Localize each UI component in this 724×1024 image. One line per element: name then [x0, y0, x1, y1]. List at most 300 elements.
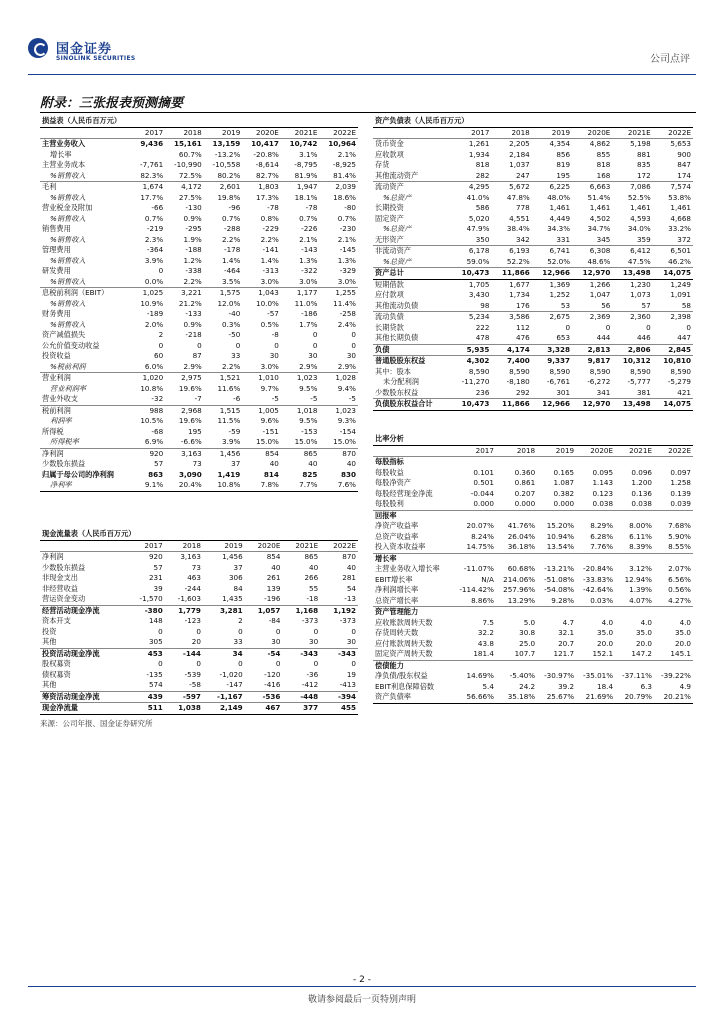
row-value: 377 — [282, 703, 320, 715]
row-value: 8.86% — [471, 595, 494, 605]
row-value: 53 — [560, 300, 571, 310]
table-row — [40, 584, 358, 595]
table-row — [373, 388, 693, 399]
row-value: 1,043 — [242, 288, 281, 299]
table-row — [373, 193, 693, 204]
row-value: -1,570 — [139, 594, 163, 603]
row-value — [537, 553, 576, 564]
row-value: 7.7% — [281, 480, 320, 491]
row-value: 0.096 — [631, 467, 652, 477]
row-value: 1,521 — [204, 373, 243, 384]
row-value: -226 — [301, 224, 318, 233]
year-header: 2017 — [452, 445, 496, 457]
table-row — [40, 459, 358, 470]
row-value: 2.9% — [183, 361, 202, 371]
row-value: 34.7% — [587, 224, 611, 233]
row-value — [654, 660, 693, 671]
row-value: 0.3% — [222, 319, 241, 329]
row-value: 4,449 — [549, 213, 571, 223]
row-value: 1.39% — [629, 585, 652, 594]
row-label: %税前利润 — [50, 361, 86, 371]
row-value: -145 — [339, 245, 356, 254]
row-value: 6,193 — [491, 246, 531, 257]
table-row — [40, 448, 358, 459]
row-value: 1.4% — [260, 255, 279, 265]
row-label: 营业税金及附加 — [42, 203, 93, 212]
row-value: 1,369 — [549, 279, 571, 289]
row-value: 17.7% — [140, 192, 164, 202]
table-row — [373, 649, 693, 660]
year-header: 2019 — [532, 127, 572, 139]
row-value: -8 — [271, 330, 279, 339]
row-value: 3.0% — [337, 276, 356, 286]
row-value: 15.20% — [546, 521, 575, 530]
row-value — [132, 150, 165, 161]
table-row — [40, 691, 358, 703]
row-value: -1,020 — [219, 669, 243, 679]
row-label: 投资活动现金净流 — [40, 648, 127, 659]
row-value — [452, 607, 496, 618]
row-value: -288 — [223, 224, 241, 233]
row-value: 19.8% — [217, 192, 241, 202]
row-value: 0 — [312, 340, 318, 350]
row-value: 148 — [148, 616, 163, 625]
row-value: 34.0% — [627, 224, 651, 233]
row-value: 4.9 — [679, 681, 691, 691]
row-value: -123 — [184, 616, 201, 625]
table-row — [373, 139, 693, 150]
row-value: 1.3% — [299, 255, 318, 265]
row-value: 60 — [154, 351, 164, 360]
row-value: 870 — [320, 552, 358, 563]
row-value: -230 — [339, 224, 356, 233]
row-value: 2,149 — [203, 703, 245, 715]
row-value: 1.3% — [337, 255, 356, 265]
title-divider — [40, 112, 696, 113]
row-value: 30 — [271, 637, 281, 646]
row-value: -6 — [233, 394, 241, 403]
row-value: -50 — [228, 330, 241, 339]
table-row — [40, 277, 358, 288]
row-value: 5.90% — [668, 531, 691, 541]
row-value: -8,795 — [294, 160, 318, 169]
row-value: 98 — [480, 300, 490, 310]
row-value: 9.6% — [260, 416, 279, 425]
row-value: 1,057 — [245, 605, 283, 616]
row-value: -7 — [194, 394, 202, 403]
row-value: 20 — [191, 637, 201, 646]
row-value: 818 — [475, 160, 490, 169]
row-value: -380 — [127, 605, 165, 616]
row-value: 3,163 — [165, 552, 203, 563]
row-label: 利润率 — [50, 416, 72, 425]
row-value: -343 — [320, 648, 358, 659]
row-value: 56 — [601, 300, 611, 310]
row-value: 13,498 — [612, 268, 652, 280]
row-value: 359 — [636, 234, 651, 244]
table-row — [40, 659, 358, 670]
row-value: 9.1% — [132, 480, 165, 491]
row-value: 1,435 — [222, 594, 243, 603]
row-value: 2,039 — [319, 182, 358, 193]
row-value: 10.8% — [204, 480, 243, 491]
row-value: 4.7 — [562, 617, 575, 627]
year-header: 2022E — [319, 127, 358, 139]
row-value: 1,674 — [132, 182, 165, 193]
row-value: 8.24% — [471, 531, 494, 541]
row-value: 1,252 — [549, 290, 571, 299]
row-value: 292 — [516, 387, 530, 397]
row-value: 9.28% — [551, 595, 575, 605]
row-value: -32 — [151, 394, 164, 403]
row-value: 2.2% — [183, 276, 202, 286]
row-value: 12,970 — [572, 399, 612, 411]
row-value: 0 — [313, 626, 319, 636]
row-value — [576, 607, 615, 618]
row-value: 0.9% — [183, 213, 202, 223]
table-row — [40, 139, 358, 150]
row-label: 少数股东权益 — [375, 387, 419, 397]
header-divider — [28, 74, 696, 75]
row-value: 463 — [187, 573, 201, 582]
row-value: 1,037 — [509, 160, 530, 169]
row-value — [654, 510, 693, 521]
row-value: 52.2% — [506, 256, 530, 266]
row-value: 0.136 — [631, 488, 652, 498]
row-value: 2,845 — [653, 344, 693, 356]
row-value: 2 — [238, 616, 243, 625]
row-value: 13.29% — [507, 595, 536, 605]
row-label: %销售收入 — [50, 213, 86, 223]
row-value: 8.00% — [629, 521, 652, 530]
balance-sheet-table — [373, 115, 693, 411]
row-label: 研发费用 — [42, 266, 71, 275]
row-value: -13 — [344, 594, 356, 603]
row-value: 6,308 — [572, 246, 612, 257]
row-value: 33.2% — [668, 224, 691, 233]
row-value: 1,025 — [132, 288, 165, 299]
row-value: 1,266 — [589, 279, 611, 289]
row-value: 1,705 — [468, 279, 490, 289]
row-value: -343 — [282, 648, 320, 659]
row-value: -5,777 — [627, 377, 651, 386]
row-value: 20.07% — [466, 521, 494, 530]
row-value: 10,473 — [451, 399, 491, 411]
table-row — [373, 356, 693, 367]
row-value: 372 — [677, 234, 691, 244]
row-value: 0.7% — [222, 213, 241, 223]
table-row — [373, 268, 693, 280]
row-value: 20.79% — [615, 692, 654, 703]
row-value: -54.08% — [544, 585, 575, 594]
row-value: 8,590 — [630, 366, 651, 376]
row-value: -5,279 — [667, 377, 691, 386]
row-label: 回报率 — [373, 510, 452, 521]
row-label: 资产负债率 — [373, 692, 452, 703]
row-value: -5.40% — [509, 671, 536, 680]
row-value: 37 — [233, 562, 243, 572]
row-value: -373 — [339, 616, 356, 625]
year-header: 2020E — [242, 127, 281, 139]
row-value: 0.000 — [514, 499, 536, 508]
row-value: 7,086 — [612, 182, 652, 193]
table-row — [40, 405, 358, 416]
table-row — [373, 607, 693, 618]
row-label: 净利率 — [40, 480, 132, 491]
row-value: 20.0 — [635, 638, 652, 648]
row-label: 短期借款 — [375, 279, 404, 289]
row-value: -78 — [305, 203, 318, 212]
row-value: 1.7% — [299, 319, 318, 329]
row-value: 5,672 — [491, 182, 531, 193]
row-value: 1,934 — [468, 149, 490, 159]
year-header: 2019 — [537, 445, 576, 457]
year-header: 2020E — [572, 127, 612, 139]
row-value: 57 — [153, 562, 163, 572]
table-row — [40, 594, 358, 605]
row-value: 1,018 — [281, 405, 320, 416]
row-value — [537, 660, 576, 671]
table-row — [373, 596, 693, 607]
row-value: 35.0 — [635, 628, 652, 637]
row-value: 32.2 — [477, 628, 494, 637]
table-row — [40, 341, 358, 352]
row-value: 11,866 — [491, 268, 531, 280]
row-label: %销售收入 — [50, 319, 86, 329]
row-value: 1,779 — [165, 605, 203, 616]
row-value: 476 — [516, 333, 530, 342]
table-row — [373, 344, 693, 356]
row-value: 6.3 — [640, 681, 652, 691]
row-value: -1,167 — [203, 691, 245, 703]
row-value: 0 — [313, 659, 319, 668]
row-value: 10.94% — [546, 531, 575, 541]
row-value: 1,005 — [242, 405, 281, 416]
row-value: 0.7% — [144, 213, 164, 223]
row-label: EBIT利息保障倍数 — [375, 681, 435, 691]
row-label: 每股股利 — [375, 499, 404, 508]
row-value: 9,436 — [132, 139, 165, 150]
row-value: 41.76% — [507, 521, 536, 530]
row-value: 181.4 — [473, 649, 494, 658]
table-row — [373, 692, 693, 703]
row-value: 12,966 — [532, 399, 572, 411]
table-row — [373, 585, 693, 596]
row-value: 87 — [192, 351, 202, 360]
page-number: - 2 - — [353, 975, 371, 985]
row-value: 0 — [196, 659, 201, 668]
row-value: 18.4 — [597, 681, 614, 691]
row-value: 121.7 — [553, 649, 575, 658]
row-label: 净利润增长率 — [375, 585, 419, 594]
row-value: 331 — [556, 234, 571, 244]
row-value: 863 — [148, 469, 164, 479]
row-value: 920 — [132, 448, 165, 459]
year-header: 2017 — [132, 127, 165, 139]
row-label: 应付款项 — [375, 290, 404, 299]
row-value: 139 — [266, 583, 281, 593]
row-value: 819 — [556, 160, 571, 169]
row-value: 10,417 — [242, 139, 281, 150]
table-row — [40, 362, 358, 373]
row-value: 4,174 — [491, 344, 531, 356]
year-header-label — [373, 445, 452, 457]
row-value: 305 — [148, 637, 163, 646]
row-value: 0 — [238, 626, 243, 636]
row-value: 10,964 — [319, 139, 358, 150]
row-label: 净利润 — [40, 552, 127, 563]
row-value: 1.4% — [222, 255, 241, 265]
table-row — [40, 648, 358, 659]
row-value: 10.9% — [140, 298, 164, 308]
row-value: 1,010 — [242, 373, 281, 384]
row-value: 1,028 — [319, 373, 358, 384]
table-row — [40, 703, 358, 715]
row-value: 17.3% — [256, 192, 279, 202]
row-value: 10.0% — [256, 298, 279, 308]
row-value — [576, 553, 615, 564]
year-header: 2022E — [653, 127, 693, 139]
row-value: -120 — [264, 669, 281, 679]
table-row — [40, 680, 358, 691]
row-value: 3,328 — [532, 344, 572, 356]
row-value: 24.2 — [519, 681, 536, 691]
row-value: -39.22% — [661, 671, 691, 680]
row-value — [615, 510, 654, 521]
row-value: 11,866 — [491, 399, 531, 411]
table-row — [373, 564, 693, 575]
row-label: 长期投资 — [375, 203, 404, 212]
row-value: 6,663 — [572, 182, 612, 193]
row-value: 0 — [158, 340, 164, 350]
row-value: 9.3% — [337, 416, 356, 425]
row-label: 应付账款周转天数 — [375, 638, 433, 648]
row-value: 60.68% — [507, 564, 536, 573]
row-label: 营业外收支 — [42, 394, 78, 403]
row-value: -59 — [228, 426, 241, 436]
row-value: 5,234 — [451, 312, 491, 323]
row-label: %销售收入 — [50, 276, 86, 286]
row-value: 236 — [475, 387, 490, 397]
row-value: -7,761 — [140, 160, 164, 169]
table-row — [373, 182, 693, 193]
table-row — [373, 671, 693, 682]
row-value: -96 — [228, 203, 241, 212]
row-value: 14,075 — [653, 399, 693, 411]
row-value: 3,090 — [178, 469, 202, 479]
row-value: 0 — [351, 659, 356, 668]
row-label: 负债股东权益合计 — [373, 399, 451, 411]
row-value: 10.8% — [140, 383, 164, 393]
row-value — [537, 510, 576, 521]
row-value — [615, 553, 654, 564]
row-value: 1,575 — [204, 288, 243, 299]
table-row — [373, 171, 693, 182]
row-value: 0.038 — [631, 499, 652, 508]
row-value: -412 — [301, 680, 319, 689]
disclaimer-note: 敬请参阅最后一页特别声明 — [307, 995, 416, 1005]
row-value: 0.000 — [553, 499, 575, 508]
row-label: 经营活动现金净流 — [40, 605, 127, 616]
row-value: -10,558 — [212, 160, 241, 169]
row-value: 1.087 — [553, 478, 575, 487]
row-value: -536 — [245, 691, 283, 703]
row-value: 3.5% — [222, 276, 241, 286]
row-value: 2,975 — [165, 373, 204, 384]
table-row — [40, 245, 358, 256]
row-value: 112 — [516, 322, 530, 332]
row-label: 每股收益 — [375, 467, 404, 477]
row-value: 5,020 — [468, 213, 490, 223]
row-value: 7.68% — [668, 521, 691, 530]
table-row — [40, 480, 358, 491]
row-value: 2,369 — [572, 312, 612, 323]
logo-text-cn: 国金证券 — [56, 42, 113, 57]
row-value: 855 — [596, 149, 611, 159]
row-value: 4,593 — [630, 213, 651, 223]
row-value: 3.9% — [144, 255, 164, 265]
row-value: -11.07% — [463, 564, 494, 573]
row-value: 2.2% — [260, 234, 279, 244]
row-value: 0.101 — [473, 467, 494, 477]
row-value: 865 — [281, 448, 320, 459]
row-value: 778 — [516, 203, 530, 212]
year-header: 2021E — [282, 540, 320, 552]
row-value: 0.139 — [670, 488, 691, 498]
row-value: 0 — [275, 626, 281, 636]
row-value: 0.7% — [299, 213, 318, 223]
row-value: 1,456 — [204, 448, 243, 459]
row-value: -153 — [301, 426, 318, 436]
row-value: 0 — [351, 626, 356, 636]
year-header: 2022E — [320, 540, 358, 552]
row-value: -394 — [320, 691, 358, 703]
row-value: 1,419 — [217, 469, 241, 479]
row-value: 847 — [677, 160, 691, 169]
row-value: -57 — [267, 309, 279, 318]
row-value — [452, 510, 496, 521]
row-value: 421 — [677, 387, 691, 397]
row-value: 14.75% — [466, 542, 494, 551]
row-label: 归属于母公司的净利润 — [42, 469, 114, 479]
row-label: 毛利 — [40, 182, 132, 193]
row-value: -37.11% — [622, 671, 652, 680]
row-value: 1.2% — [183, 255, 202, 265]
table-row — [373, 660, 693, 671]
row-value: -295 — [185, 224, 202, 233]
table-row — [373, 553, 693, 564]
row-value: 6.0% — [144, 361, 164, 371]
row-label: 净利润 — [40, 448, 132, 459]
row-value: -0.044 — [470, 488, 494, 498]
row-label: 每股指标 — [373, 457, 452, 468]
row-value: 57 — [641, 300, 651, 310]
row-value: 4.0 — [679, 617, 691, 627]
row-value: 4,172 — [165, 182, 204, 193]
row-label: 其中：股本 — [375, 366, 411, 376]
row-label: 每股净资产 — [375, 478, 411, 487]
row-value: 1,461 — [589, 203, 611, 212]
row-value: 57 — [154, 459, 164, 468]
row-value: 5,198 — [612, 139, 652, 150]
table-row — [40, 214, 358, 225]
row-value: 282 — [475, 170, 490, 180]
row-value: -1,603 — [177, 594, 201, 603]
row-value: 1.200 — [631, 478, 652, 487]
row-label: 管理费用 — [42, 245, 71, 254]
row-value: 342 — [516, 234, 530, 244]
row-value — [496, 607, 537, 618]
